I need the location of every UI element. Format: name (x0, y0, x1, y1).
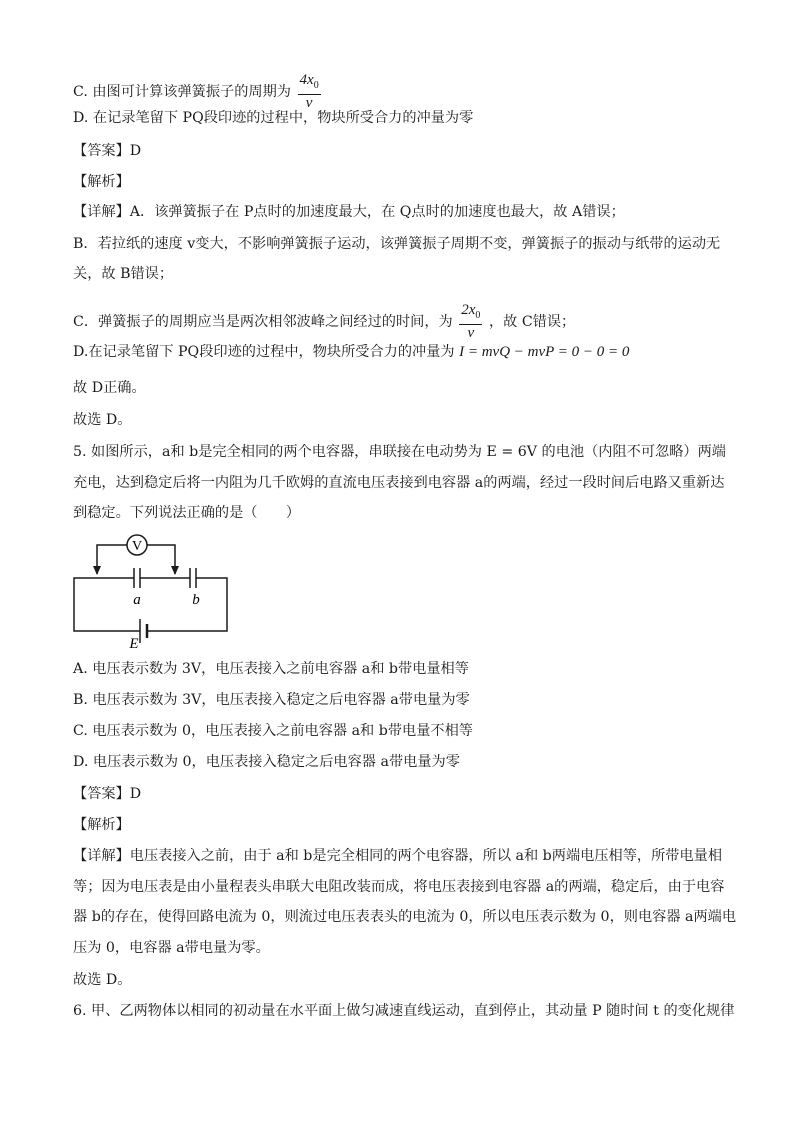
q5-option-a: A. 电压表示数为 3V，电压表接入之前电容器 a和 b带电量相等 (73, 661, 469, 677)
q4-option-c-text: C. 由图可计算该弹簧振子的周期为 (73, 84, 291, 100)
q4-detail-a: 【详解】A．该弹簧振子在 P点时的加速度最大，在 Q点时的加速度也最大，故 A错误； (73, 204, 625, 220)
q5-detail-line2: 等；因为电压表是由小量程表头串联大电阻改装而成，将电压表接到电容器 a的两端，稳定后，由于电容 (73, 879, 725, 895)
q5-option-c: C. 电压表示数为 0，电压表接入之前电容器 a和 b带电量不相等 (73, 723, 473, 739)
q4-choose: 故选 D。 (73, 412, 132, 428)
capacitor-b-label: b (192, 592, 200, 608)
q5-detail-line1: 【详解】电压表接入之前，由于 a和 b是完全相同的两个电容器，所以 a和 b两端电压相等，所带电量相 (73, 848, 723, 864)
q4-conclusion: 故 D正确。 (73, 380, 146, 396)
q4-detail-c-fraction: $\frac{2x_0}{v}$ (461, 302, 481, 341)
voltmeter-arrow-right-icon (171, 566, 179, 575)
q5-answer: 【答案】D (73, 786, 142, 802)
q5-option-b: B. 电压表示数为 3V，电压表接入稳定之后电容器 a带电量为零 (73, 692, 470, 708)
q4-detail-c: C．弹簧振子的周期应当是两次相邻波峰之间经过的时间，为 $\frac{2x_0}{v}$ ，故 C错误； (73, 302, 576, 341)
q5-analysis-heading: 【解析】 (73, 817, 130, 833)
q5-choose: 故选 D。 (73, 972, 132, 988)
q5-option-d: D. 电压表示数为 0，电压表接入稳定之后电容器 a带电量为零 (73, 754, 460, 770)
q4-analysis-heading: 【解析】 (73, 174, 130, 190)
q4-option-c (73, 72, 323, 112)
voltmeter-arrow-left-icon (93, 566, 101, 575)
q4-option-c-fraction: $\frac{4x_0}{v}$ (299, 72, 319, 111)
q5-circuit-diagram (70, 532, 232, 652)
q4-detail-d: D.在记录笔留下 PQ段印迹的过程中，物块所受合力的冲量为 I = mvQ − mvP = 0 − 0 = 0 (73, 344, 630, 360)
voltmeter-lead-right (147, 545, 175, 574)
capacitor-a-label: a (133, 592, 141, 608)
q4-answer: 【答案】D (73, 143, 142, 159)
q5-stem-line3: 到稳定。下列说法正确的是（ ） (73, 505, 301, 521)
q5-detail-line3: 器 b的存在，使得回路电流为 0，则流过电压表表头的电流为 0，所以电压表示数为 0，则电容器 a两端电 (73, 909, 737, 925)
circuit-wire-left (74, 578, 140, 631)
q4-detail-b-line2: 关，故 B错误； (73, 266, 174, 282)
q6-stem-line1: 6. 甲、乙两物体以相同的初动量在水平面上做匀减速直线运动，直到停止，其动量 P 随时间 t 的变化规律 (73, 1003, 735, 1019)
q5-stem-line2: 充电，达到稳定后将一内阻为几千欧姆的直流电压表接到电容器 a的两端，经过一段时间后电路又重新达 (73, 475, 725, 491)
q4-detail-b-line1: B．若拉纸的速度 v变大，不影响弹簧振子运动，该弹簧振子周期不变，弹簧振子的振动与纸带的运动无 (73, 236, 721, 252)
q5-stem-line1: 5. 如图所示，a和 b是完全相同的两个电容器，串联接在电动势为 E = 6V 的电池（内阻不可忽略）两端 (73, 444, 726, 460)
battery-label: E (129, 636, 139, 652)
q5-detail-line4: 压为 0，电容器 a带电量为零。 (73, 940, 270, 956)
voltmeter-lead-left (97, 545, 127, 574)
voltmeter-label: V (131, 539, 143, 554)
circuit-wire-right (147, 578, 227, 631)
q4-option-d: D. 在记录笔留下 PQ段印迹的过程中，物块所受合力的冲量为零 (73, 110, 474, 126)
q4-impulse-equation: I = mvQ − mvP = 0 − 0 = 0 (459, 344, 630, 360)
